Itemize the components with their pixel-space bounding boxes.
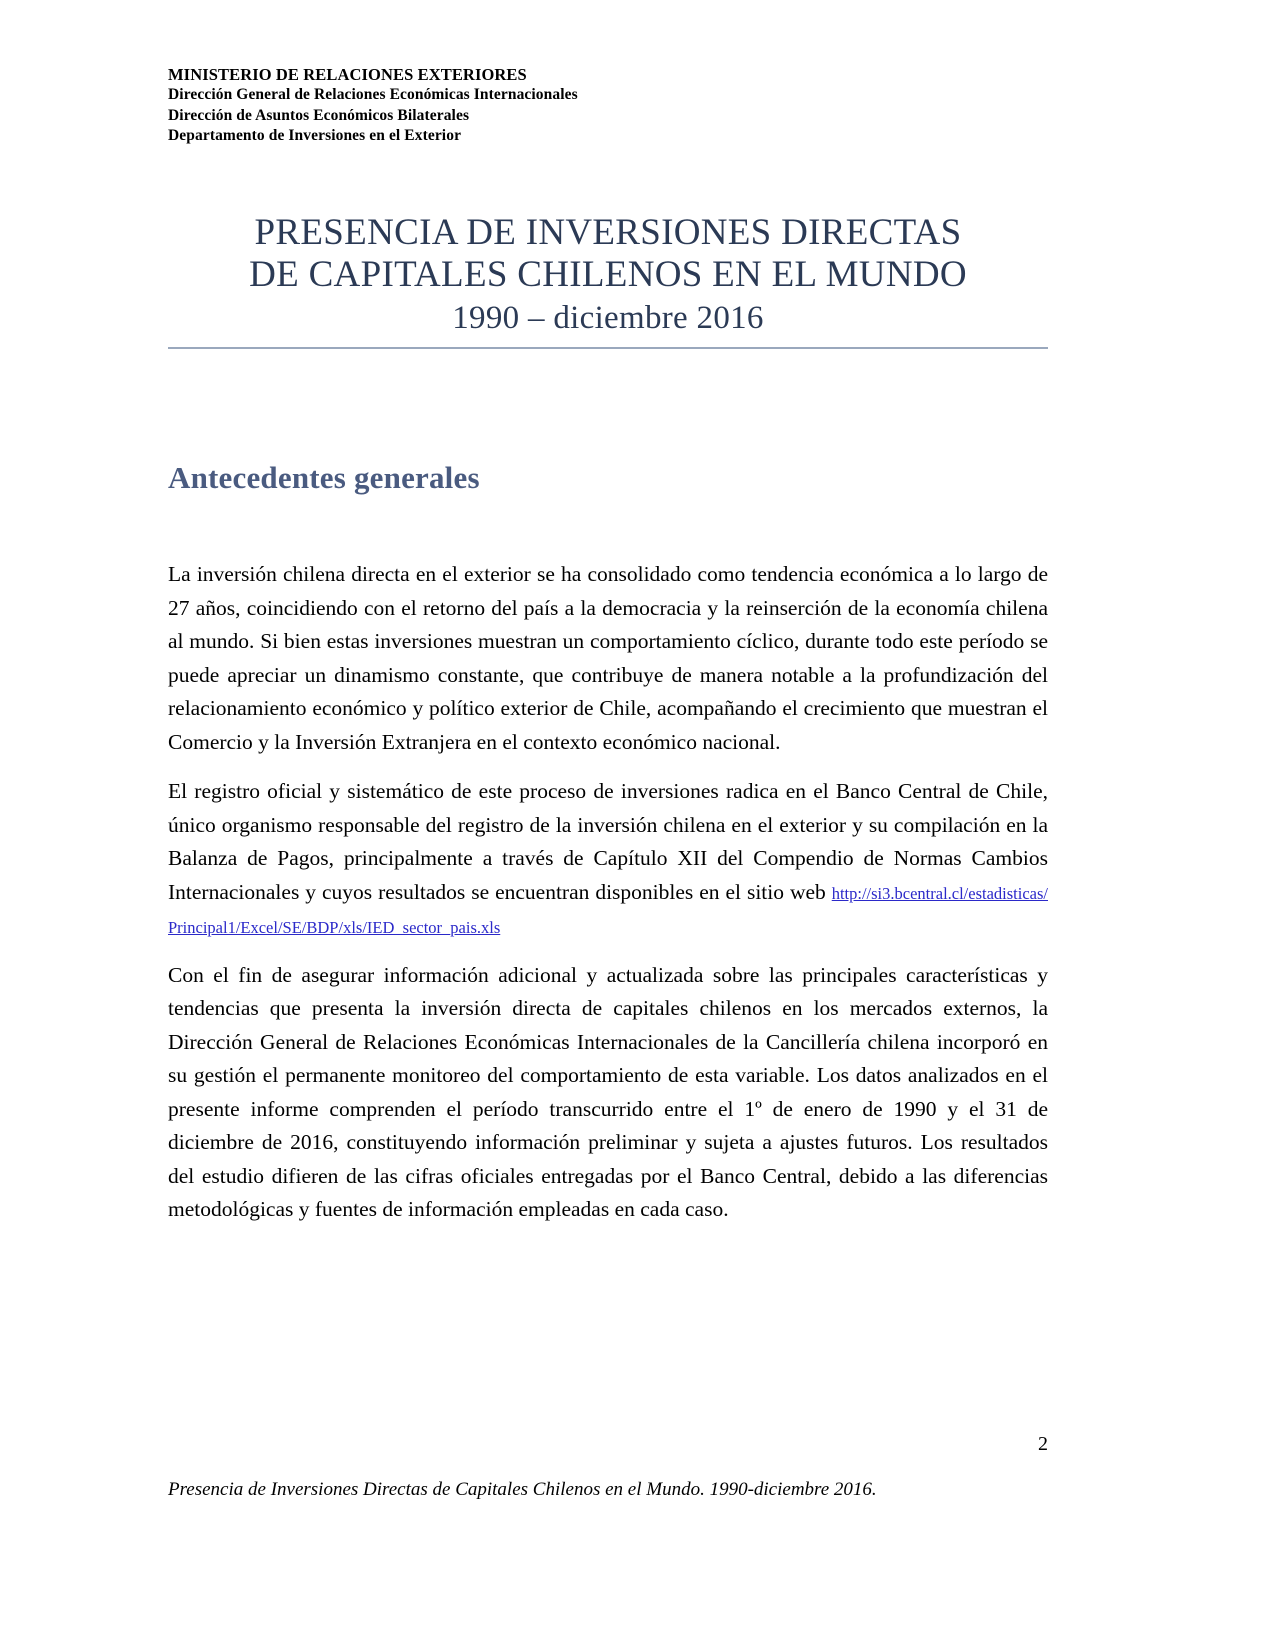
masthead-ministry: MINISTERIO DE RELACIONES EXTERIORES bbox=[168, 65, 527, 84]
title-divider bbox=[168, 347, 1048, 349]
masthead bbox=[168, 64, 1048, 147]
body-content bbox=[168, 558, 1048, 1243]
page-title-line-3: 1990 – diciembre 2016 bbox=[452, 300, 764, 336]
paragraph-3: Con el fin de asegurar información adicional y actualizada sobre las principales características y tendencias que presenta la inversión directa de capitales chilenos en los mercados externos, la Dirección General de Relaciones Económicas Internacionales de la Cancillería chilena incorporó en su gestión el permanente monitoreo del comportamiento de esta variable. Los datos analizados en el presente informe comprenden el período transcurrido entre el 1º de enero de 1990 y el 31 de diciembre de 2016, constituyendo información preliminar y sujeta a ajustes futuros. Los resultados del estudio difieren de las cifras oficiales entregadas por el Banco Central, debido a las diferencias metodológicas y fuentes de información empleadas en cada caso. bbox=[168, 962, 1048, 1221]
masthead-directorate-bilateral: Dirección de Asuntos Económicos Bilaterales bbox=[168, 106, 470, 124]
bcentral-data-link[interactable]: http://si3.bcentral.cl/estadisticas/Principal1/Excel/SE/BDP/xls/IED_sector_pais.xls bbox=[168, 883, 1048, 937]
paragraph-2-text: El registro oficial y sistemático de este proceso de inversiones radica en el Banco Central de Chile, único organismo responsable del registro de la inversión chilena en el exterior y su compilación en la Balanza de Pagos, principalmente a través de Capítulo XII del Compendio de Normas Cambios Internacionales y cuyos resultados se encuentran disponibles en el sitio web bbox=[168, 779, 1048, 904]
footer-note: Presencia de Inversiones Directas de Capitales Chilenos en el Mundo. 1990-diciembre 2016. bbox=[168, 1479, 877, 1500]
masthead-department: Departamento de Inversiones en el Exterior bbox=[168, 127, 462, 144]
document-title-block bbox=[168, 212, 1048, 340]
page-title-line-1: PRESENCIA DE INVERSIONES DIRECTAS bbox=[254, 212, 962, 253]
section-heading-antecedentes: Antecedentes generales bbox=[168, 460, 480, 495]
paragraph-1: La inversión chilena directa en el exterior se ha consolidado como tendencia económica a lo largo de 27 años, coincidiendo con el retorno del país a la democracia y la reinserción de la economía chilena al mundo. Si bien estas inversiones muestran un comportamiento cíclico, durante todo este período se puede apreciar un dinamismo constante, que contribuye de manera notable a la profundización del relacionamiento económico y político exterior de Chile, acompañando el crecimiento que muestran el Comercio y la Inversión Extranjera en el contexto económico nacional. bbox=[168, 562, 1048, 754]
page-number: 2 bbox=[1038, 1433, 1048, 1455]
paragraph-2 bbox=[168, 775, 1048, 945]
page-title-line-2: DE CAPITALES CHILENOS EN EL MUNDO bbox=[249, 254, 967, 295]
masthead-directorate-general: Dirección General de Relaciones Económicas Internacionales bbox=[168, 86, 578, 103]
